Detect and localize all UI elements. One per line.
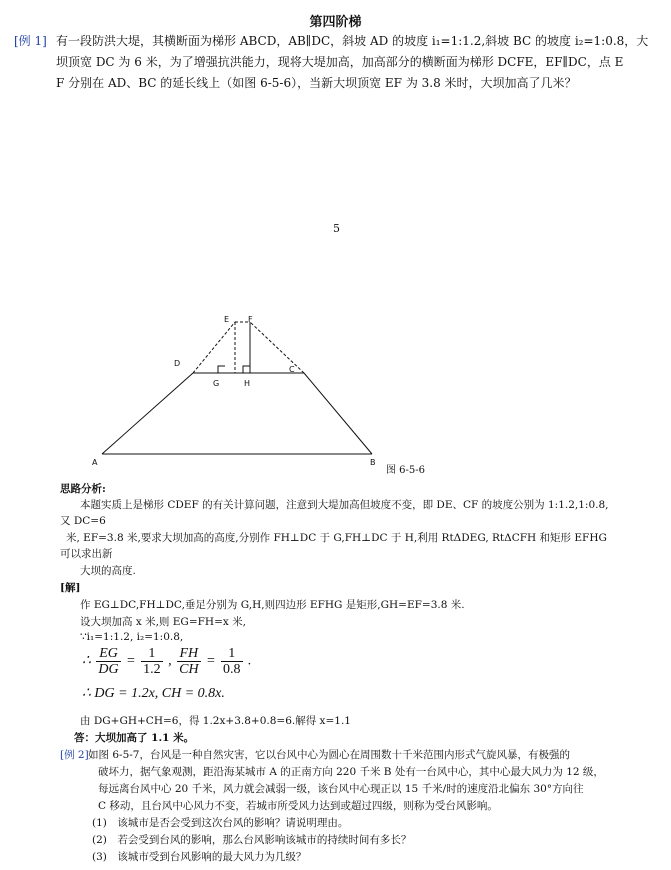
label-d: D bbox=[174, 359, 181, 368]
example-1-tag: [例 1] bbox=[14, 34, 47, 48]
segment-ad bbox=[102, 373, 193, 454]
fraction-eg-dg: $\frac{EG}{DG}$ bbox=[98, 646, 119, 677]
example-2-question-3: (3) 该城市受到台风影响的最大风力为几级？ bbox=[92, 851, 307, 863]
analysis-heading: 思路分析: bbox=[60, 483, 106, 495]
example-2-question-2: (2) 若会受到台风的影响，那么台风影响该城市的持续时间有多长？ bbox=[92, 834, 412, 846]
solution-line-6: 由 DG+GH+CH=6，得 1.2x+3.8+0.8=6.解得 x=1.1 bbox=[80, 715, 351, 727]
ratio-equation: ∴ $\frac{EG}{DG}$ = $\frac{1}{1.2}$ , $\frac{FH}{CH}$ = $\frac{1}{0.8}$ . bbox=[82, 646, 252, 677]
therefore-symbol: ∴ bbox=[82, 653, 91, 669]
page-title: 第四阶梯 bbox=[309, 15, 362, 30]
solution-line-3: ∵i₁=1:1.2, i₂=1:0.8, bbox=[80, 631, 184, 643]
label-c: C bbox=[289, 365, 295, 374]
label-g: G bbox=[213, 379, 220, 388]
analysis-line-4: 可以求出新 bbox=[60, 548, 113, 560]
example-2-line-4: C 移动，且台风中心风力不变，若城市所受风力达到或超过四级，则称为受台风影响。 bbox=[98, 800, 498, 812]
example-1-line-2: 坝顶宽 DC 为 6 米，为了增强抗洪能力，现将大堤加高，加高部分的横断面为梯形 DCFE，EF∥DC，点 E bbox=[56, 55, 624, 69]
example-2-line-2: 破坏力，据气象观测，距沿海某城市 A 的正南方向 220 千米 B 处有一台风中心，其中心最大风力为 12 级， bbox=[98, 766, 604, 778]
page-number: 5 bbox=[333, 222, 340, 235]
fraction-1-1-2: $\frac{1}{1.2}$ bbox=[143, 646, 161, 677]
fraction-fh-ch: $\frac{FH}{CH}$ bbox=[179, 646, 199, 677]
label-h: H bbox=[244, 379, 251, 388]
answer-line: 答：大坝加高了 1.1 米。 bbox=[74, 732, 195, 744]
analysis-line-5: 大坝的高度. bbox=[80, 565, 136, 577]
solution-line-5: ∴ DG = 1.2x, CH = 0.8x. bbox=[82, 686, 225, 701]
segment-de bbox=[193, 322, 235, 373]
solution-line-1: 作 EG⊥DC,FH⊥DC,垂足分别为 G,H,则四边形 EFHG 是矩形,GH=EF=3.8 米. bbox=[80, 599, 465, 611]
fraction-1-0-8: $\frac{1}{0.8}$ bbox=[223, 646, 241, 677]
example-2-line-1: 如图 6-5-7，台风是一种自然灾害，它以台风中心为圆心在周围数十千米范围内形式气旋风暴，有极强的 bbox=[88, 749, 570, 761]
analysis-line-2: 又 DC=6 bbox=[60, 515, 106, 527]
right-angle-g bbox=[218, 366, 225, 373]
example-1-line-1: 有一段防洪大堤，其横断面为梯形 ABCD，AB∥DC，斜坡 AD 的坡度 i₁=1:1.2,斜坡 BC 的坡度 i₂=1:0.8，大 bbox=[56, 34, 649, 48]
trapezoid-figure bbox=[90, 310, 450, 475]
example-2-tag: [例 2] bbox=[60, 749, 89, 761]
label-e: E bbox=[224, 315, 230, 324]
segment-bc bbox=[304, 373, 372, 454]
label-f: F bbox=[248, 315, 253, 324]
analysis-line-3: 米, EF=3.8 米,要求大坝加高的高度,分别作 FH⊥DC 于 G,FH⊥DC 于 H,利用 RtΔDEG, RtΔCFH 和矩形 EFHG bbox=[66, 532, 607, 544]
label-b: B bbox=[370, 458, 376, 467]
right-angle-h bbox=[243, 366, 250, 373]
solution-heading: [解] bbox=[60, 582, 81, 594]
example-1-line-3: F 分别在 AD、BC 的延长线上（如图 6-5-6），当新大坝顶宽 EF 为 3.8 米时，大坝加高了几米？ bbox=[56, 76, 577, 90]
example-2-line-3: 每远离台风中心 20 千米，风力就会减弱一级，该台风中心现正以 15 千米/时的速度沿北偏东 30°方向往 bbox=[98, 783, 584, 795]
label-a: A bbox=[92, 458, 98, 467]
figure-caption: 图 6-5-6 bbox=[386, 465, 426, 476]
solution-line-2: 设大坝加高 x 米,则 EG=FH=x 米, bbox=[80, 616, 246, 628]
analysis-line-1: 本题实质上是梯形 CDEF 的有关计算问题，注意到大堤加高但坡度不变，即 DE、CF 的坡度公别为 1:1.2,1:0.8, bbox=[80, 499, 609, 511]
segment-cf bbox=[250, 322, 304, 373]
example-2-question-1: (1) 该城市是否会受到这次台风的影响？请说明理由。 bbox=[92, 817, 349, 829]
